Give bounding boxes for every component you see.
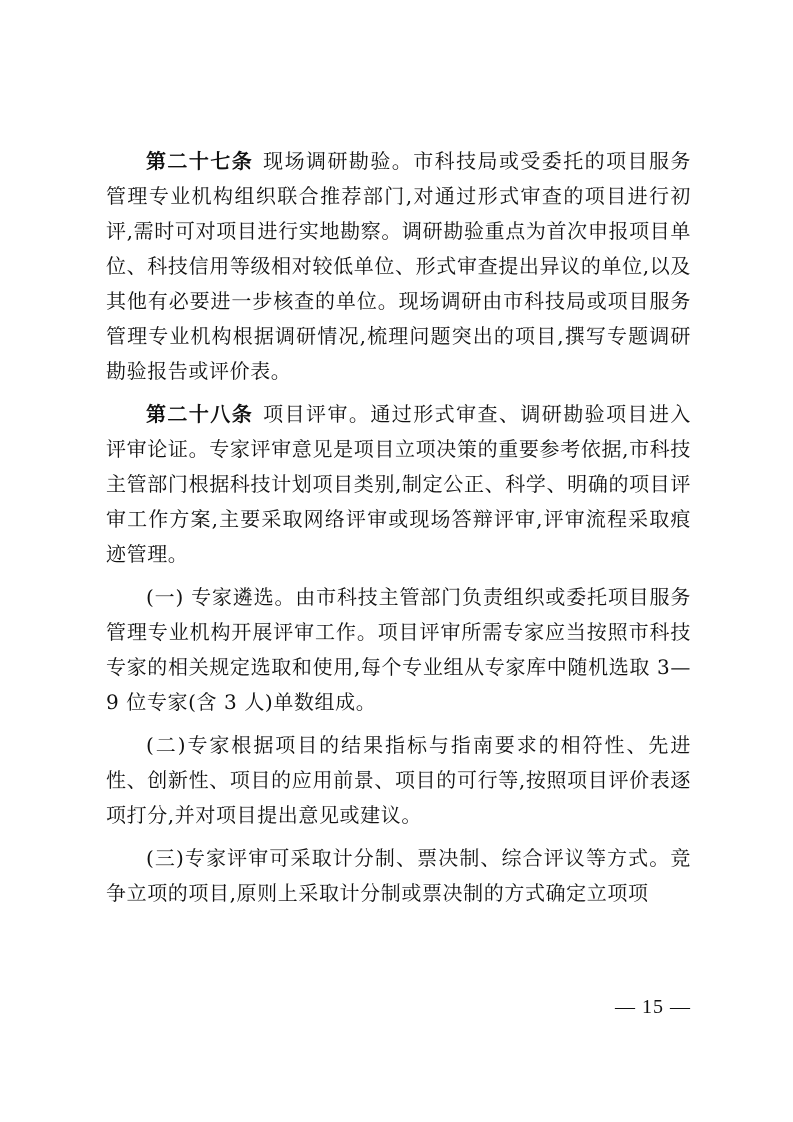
paragraph-item-3 — [106, 841, 691, 911]
paragraph-text: (一) 专家遴选。由市科技主管部门负责组织或委托项目服务管理专业机构开展评审工作。项目评审所需专家应当按照市科技专家的相关规定选取和使用,每个专业组从专家库中随机选取 3—9 位专家(含 3 人)单数组成。 — [106, 585, 691, 714]
document-body — [106, 144, 691, 919]
paragraph-article-28 — [106, 397, 691, 572]
page-number: — 15 — — [615, 996, 691, 1018]
paragraph-article-27 — [106, 144, 691, 389]
paragraph-item-2 — [106, 728, 691, 833]
paragraph-item-1 — [106, 580, 691, 720]
article-heading: 第二十七条 — [146, 149, 254, 173]
paragraph-text: 项目评审。通过形式审查、调研勘验项目进入评审论证。专家评审意见是项目立项决策的重要参考依据,市科技主管部门根据科技计划项目类别,制定公正、科学、明确的项目评审工作方案,主要采取网络评审或现场答辩评审,评审流程采取痕迹管理。 — [106, 402, 692, 566]
paragraph-text: (二)专家根据项目的结果指标与指南要求的相符性、先进性、创新性、项目的应用前景、项目的可行等,按照项目评价表逐项打分,并对项目提出意见或建议。 — [106, 733, 691, 827]
paragraph-text: 现场调研勘验。市科技局或受委托的项目服务管理专业机构组织联合推荐部门,对通过形式审查的项目进行初评,需时可对项目进行实地勘察。调研勘验重点为首次申报项目单位、科技信用等级相对较低单位、形式审查提出异议的单位,以及其他有必要进一步核查的单位。现场调研由市科技局或项目服务管理专业机构根据调研情况,梳理问题突出的项目,撰写专题调研勘验报告或评价表。 — [106, 149, 692, 383]
paragraph-text: (三)专家评审可采取计分制、票决制、综合评议等方式。竞争立项的项目,原则上采取计分制或票决制的方式确定立项项 — [106, 846, 691, 905]
article-heading: 第二十八条 — [146, 402, 254, 426]
